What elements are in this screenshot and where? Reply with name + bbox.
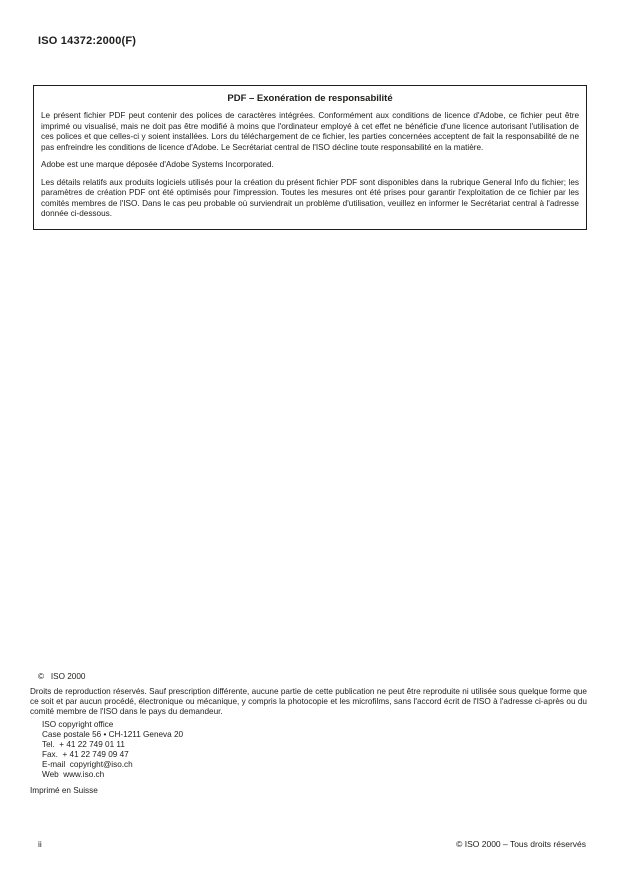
pdf-disclaimer-box bbox=[33, 85, 587, 230]
copyright-section bbox=[30, 672, 587, 796]
document-reference: ISO 14372:2000(F) bbox=[38, 35, 137, 47]
iso-address-block bbox=[42, 720, 587, 780]
page-number: ii bbox=[38, 839, 42, 849]
address-line-fax: Fax. + 41 22 749 09 47 bbox=[42, 750, 129, 759]
copyright-year-line: © ISO 2000 bbox=[38, 672, 86, 681]
printed-in-text: Imprimé en Suisse bbox=[30, 786, 98, 795]
disclaimer-title: PDF – Exonération de responsabilité bbox=[227, 93, 393, 104]
address-line-postal: Case postale 56 • CH-1211 Geneva 20 bbox=[42, 730, 184, 739]
disclaimer-paragraph-2: Adobe est une marque déposée d'Adobe Systems Incorporated. bbox=[41, 160, 274, 169]
address-line-web: Web www.iso.ch bbox=[42, 770, 105, 779]
footer-copyright: © ISO 2000 – Tous droits réservés bbox=[456, 839, 586, 849]
disclaimer-paragraph-3: Les détails relatifs aux produits logiciels utilisés pour la création du présent fichier PDF sont disponibles dans la rubrique General Info du fichier; les paramètres de création PDF ont été optimisés pour l'impression. Toutes les mesures ont été prises pour garantir l'exploitation de ce fichier par les comités membres de l'ISO. Dans le cas peu probable où surviendrait un problème d'utilisation, veuillez en informer le Secrétariat central à l'adresse donnée ci-dessous. bbox=[41, 177, 579, 218]
copyright-rights-text: Droits de reproduction réservés. Sauf prescription différente, aucune partie de cette publication ne peut être reproduite ni utilisée sous quelque forme que ce soit et par aucun procédé, électronique ou mécanique, y compris la photocopie et les microfilms, sans l'accord écrit de l'ISO à l'adresse ci-après ou du comité membre de l'ISO dans le pays du demandeur. bbox=[30, 687, 587, 716]
disclaimer-paragraph-1: Le présent fichier PDF peut contenir des polices de caractères intégrées. Conformément aux conditions de licence d'Adobe, ce fichier peut être imprimé ou visualisé, mais ne doit pas être modifié à moins que l'ordinateur employé à cet effet ne bénéficie d'une licence autorisant l'utilisation de ces polices et que celles-ci y soient installées. Lors du téléchargement de ce fichier, les parties concernées acceptent de fait la responsabilité de ne pas enfreindre les conditions de licence d'Adobe. Le Secrétariat central de l'ISO décline toute responsabilité en la matière. bbox=[41, 111, 579, 152]
page-footer bbox=[38, 839, 586, 849]
address-line-tel: Tel. + 41 22 749 01 11 bbox=[42, 740, 125, 749]
address-line-office: ISO copyright office bbox=[42, 720, 114, 729]
address-line-email: E-mail copyright@iso.ch bbox=[42, 760, 133, 769]
